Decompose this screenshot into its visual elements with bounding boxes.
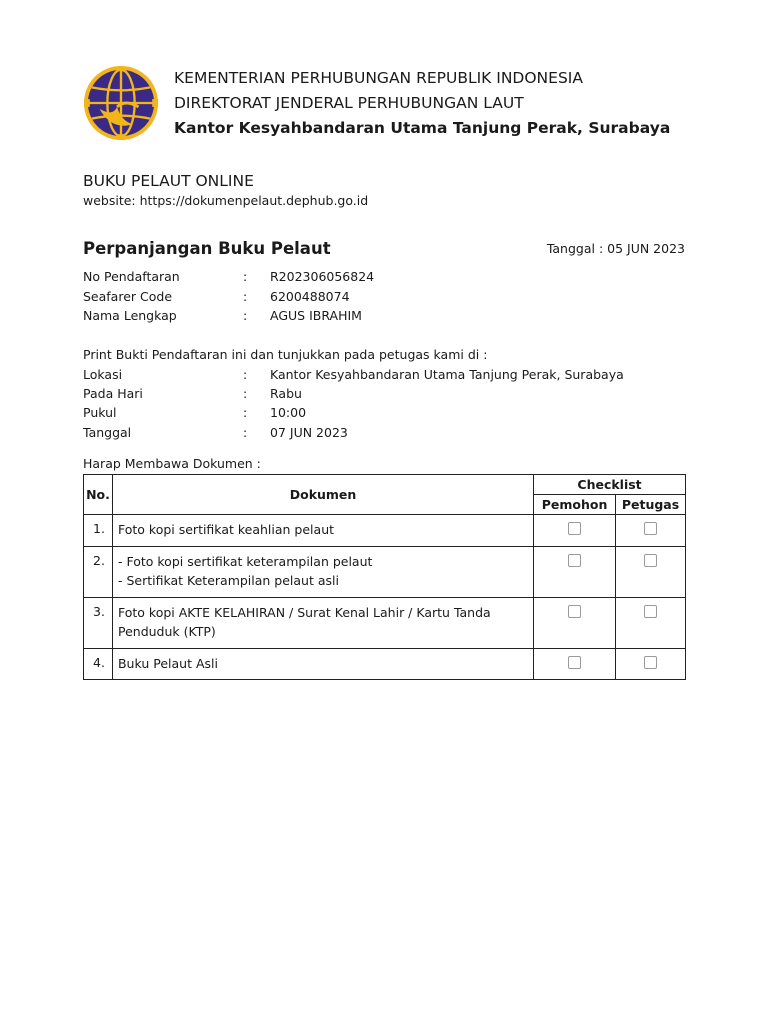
applicant-checkbox[interactable]: [568, 656, 581, 669]
row-number: 2.: [84, 546, 113, 597]
column-header-applicant: Pemohon: [534, 495, 616, 515]
field-separator: :: [243, 425, 248, 440]
document-line: Foto kopi sertifikat keahlian pelaut: [117, 522, 335, 537]
table-row: [84, 597, 686, 648]
field-label: Seafarer Code: [83, 289, 173, 304]
applicant-check-cell: [534, 648, 616, 680]
officer-checkbox[interactable]: [644, 605, 657, 618]
field-separator: :: [243, 386, 248, 401]
applicant-check-cell: [534, 515, 616, 547]
document-cell: [112, 546, 533, 597]
officer-checkbox[interactable]: [644, 522, 657, 535]
field-label: Tanggal: [83, 425, 132, 440]
document-cell: [112, 648, 533, 680]
documents-table: [83, 474, 686, 680]
document-line: - Foto kopi sertifikat keterampilan pelaut: [117, 553, 373, 569]
document-line: - Sertifikat Keterampilan pelaut asli: [117, 573, 339, 588]
field-separator: :: [243, 269, 248, 284]
officer-check-cell: [616, 515, 686, 547]
full-name-value: AGUS IBRAHIM: [270, 308, 362, 323]
table-row: [84, 515, 686, 547]
table-row: [84, 546, 686, 597]
ministry-name: KEMENTERIAN PERHUBUNGAN REPUBLIK INDONESIA: [174, 69, 583, 87]
office-name: Kantor Kesyahbandaran Utama Tanjung Perak, Surabaya: [174, 119, 671, 137]
document-line: Foto kopi AKTE KELAHIRAN / Surat Kenal Lahir / Kartu Tanda: [117, 604, 491, 620]
field-label: Pada Hari: [83, 386, 143, 401]
appointment-date-value: 07 JUN 2023: [270, 425, 348, 440]
ministry-logo-icon: [82, 64, 160, 142]
table-header-row: [84, 475, 686, 495]
day-value: Rabu: [270, 386, 302, 401]
applicant-checkbox[interactable]: [568, 554, 581, 567]
location-value: Kantor Kesyahbandaran Utama Tanjung Perak, Surabaya: [270, 367, 624, 382]
row-number: 1.: [84, 515, 113, 547]
document-cell: [112, 515, 533, 547]
row-number: 4.: [84, 648, 113, 680]
section-title: Perpanjangan Buku Pelaut: [83, 239, 331, 258]
field-separator: :: [243, 405, 248, 420]
column-header-document: Dokumen: [112, 475, 533, 515]
documents-intro: Harap Membawa Dokumen :: [83, 456, 261, 471]
field-separator: :: [243, 308, 248, 323]
time-value: 10:00: [270, 405, 307, 420]
officer-check-cell: [616, 648, 686, 680]
row-number: 3.: [84, 597, 113, 648]
officer-check-cell: [616, 597, 686, 648]
directorate-name: DIREKTORAT JENDERAL PERHUBUNGAN LAUT: [174, 94, 524, 112]
document-line: Buku Pelaut Asli: [117, 655, 218, 671]
field-separator: :: [243, 367, 248, 382]
column-header-checklist: Checklist: [534, 475, 686, 495]
field-label: Pukul: [83, 405, 117, 420]
field-label: Lokasi: [83, 367, 123, 382]
field-separator: :: [243, 289, 248, 304]
issue-date: Tanggal : 05 JUN 2023: [546, 241, 685, 256]
column-header-no: No.: [84, 475, 113, 515]
applicant-check-cell: [534, 546, 616, 597]
field-label: No Pendaftaran: [83, 269, 180, 284]
app-title: BUKU PELAUT ONLINE: [83, 172, 254, 190]
registration-number-value: R202306056824: [270, 269, 375, 284]
officer-checkbox[interactable]: [644, 656, 657, 669]
appointment-intro: Print Bukti Pendaftaran ini dan tunjukkan pada petugas kami di :: [83, 347, 488, 362]
applicant-checkbox[interactable]: [568, 522, 581, 535]
website-link[interactable]: website: https://dokumenpelaut.dephub.go.id: [83, 193, 369, 208]
seafarer-code-value: 6200488074: [270, 289, 350, 304]
column-header-officer: Petugas: [616, 495, 686, 515]
applicant-check-cell: [534, 597, 616, 648]
table-row: [84, 648, 686, 680]
field-label: Nama Lengkap: [83, 308, 177, 323]
document-line: Penduduk (KTP): [117, 624, 216, 639]
applicant-checkbox[interactable]: [568, 605, 581, 618]
document-cell: [112, 597, 533, 648]
officer-check-cell: [616, 546, 686, 597]
officer-checkbox[interactable]: [644, 554, 657, 567]
